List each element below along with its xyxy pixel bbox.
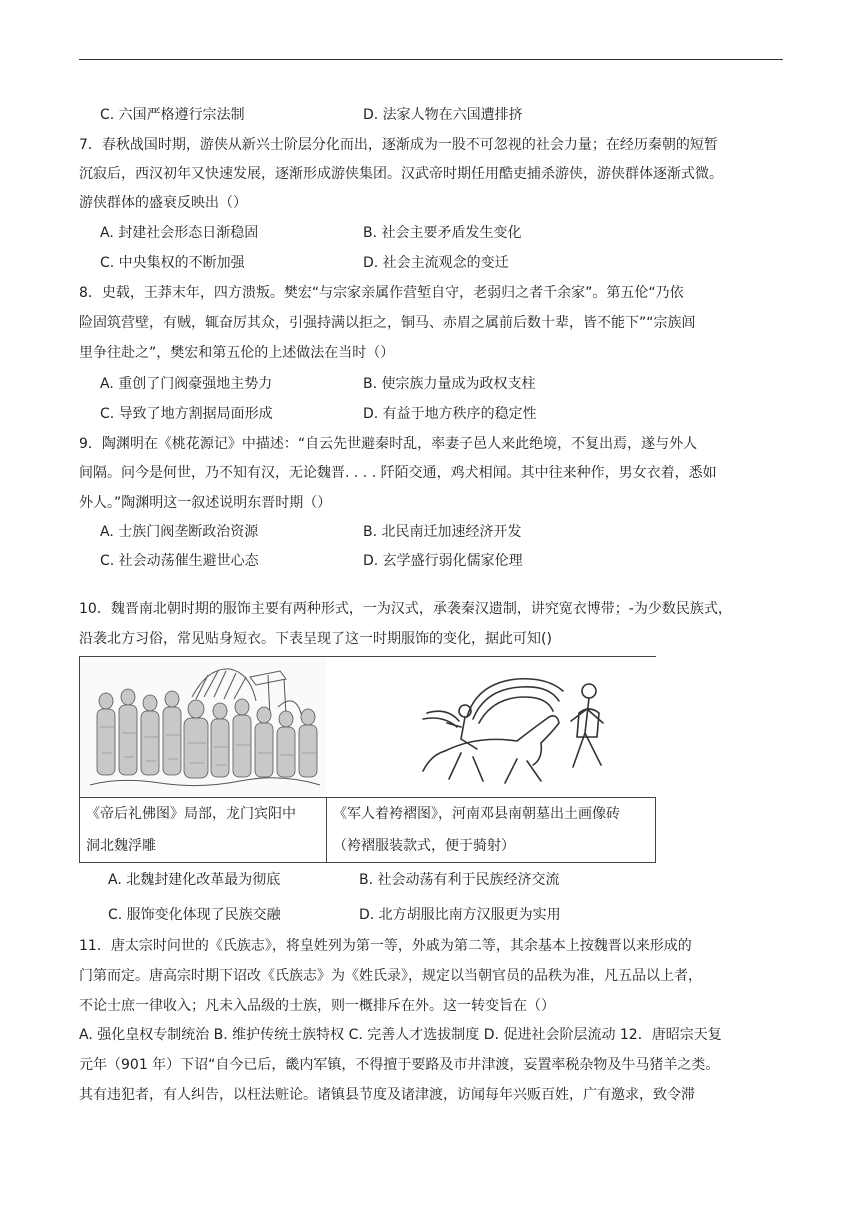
q8-option-b[interactable]: B. 使宗族力量成为政权支柱 <box>363 376 536 392</box>
q11-stem-line-3: 不论士庶一律收入；凡未入品级的士族，则一概排斥在外。这一转变旨在（） <box>79 998 555 1014</box>
relief-caption-line-1: 《帝后礼佛图》局部，龙门宾阳中 <box>86 806 296 822</box>
q9-option-d[interactable]: D. 玄学盛行弱化儒家伦理 <box>363 553 523 569</box>
q11-stem-line-2: 门第而定。唐高宗时期下诏改《氏族志》为《姓氏录》，规定以当朝官员的品秩为准，凡五品以上者， <box>79 968 702 984</box>
q8-stem-line-1: 8．史载，王莽末年，四方溃叛。樊宏“与宗家亲属作营堑自守，老弱归之者千余家”。第五伦“乃依 <box>79 285 684 301</box>
q9-stem-line-1: 9．陶渊明在《桃花源记》中描述：“自云先世避秦时乱，率妻子邑人来此绝境，不复出焉，遂与外人 <box>79 436 698 452</box>
warrior-caption-line-1: 《军人着袴褶图》，河南邓县南朝墓出土画像砖 <box>333 806 620 822</box>
q8-stem-line-2: 险固筑营壁，有贼，辄奋厉其众，引强持满以拒之，铜马、赤眉之属前后数十辈，皆不能下”“宗族闾 <box>79 315 696 331</box>
q11-options-and-q12-start: A. 强化皇权专制统治 B. 维护传统士族特权 C. 完善人才选拔制度 D. 促进社会阶层流动 12．唐昭宗天复 <box>79 1027 722 1043</box>
warrior-caption-cell <box>327 798 656 863</box>
header-rule <box>79 59 783 60</box>
q8-option-c[interactable]: C. 导致了地方割据局面形成 <box>100 406 273 422</box>
q8-stem-line-3: 里争往赴之”，樊宏和第五伦的上述做法在当时（） <box>79 345 395 361</box>
warrior-caption-line-2: （袴褶服装款式，便于骑射） <box>333 838 515 854</box>
relief-caption-line-2: 洞北魏浮雕 <box>86 838 156 854</box>
q7-stem-line-3: 游侠群体的盛衰反映出（） <box>79 195 247 211</box>
q7-option-c[interactable]: C. 中央集权的不断加强 <box>100 255 245 271</box>
relief-image-cell <box>80 657 327 798</box>
q10-option-d[interactable]: D. 北方胡服比南方汉服更为实用 <box>359 907 561 923</box>
q9-stem-line-2: 间隔。问今是何世，乃不知有汉，无论魏晋. . . . 阡陌交通，鸡犬相闻。其中往来种作，男女衣着，悉如 <box>79 465 717 481</box>
q7-stem-line-1: 7．春秋战国时期，游侠从新兴士阶层分化而出，逐渐成为一股不可忽视的社会力量；在经历秦朝的短暂 <box>79 137 718 153</box>
q6-option-d[interactable]: D. 法家人物在六国遭排挤 <box>363 107 523 123</box>
q7-option-a[interactable]: A. 封建社会形态日渐稳固 <box>100 225 259 241</box>
q8-option-a[interactable]: A. 重创了门阀豪强地主势力 <box>100 376 273 392</box>
q10-option-c[interactable]: C. 服饰变化体现了民族交融 <box>108 907 281 923</box>
q10-figure-table <box>79 656 656 863</box>
q12-stem-line-3: 其有违犯者，有人纠告，以枉法赃论。诸镇县节度及诸津渡，访闻每年兴贩百姓，广有邀求，致令滞 <box>79 1087 695 1103</box>
warrior-image-cell <box>327 657 656 798</box>
q7-option-d[interactable]: D. 社会主流观念的变迁 <box>363 255 509 271</box>
q10-option-a[interactable]: A. 北魏封建化改革最为彻底 <box>108 872 281 888</box>
q10-stem-line-1: 10．魏晋南北朝时期的服饰主要有两种形式，一为汉式，承袭秦汉遗制，讲究宽衣博带；-为少数民族式， <box>79 601 732 617</box>
q8-option-d[interactable]: D. 有益于地方秩序的稳定性 <box>363 406 537 422</box>
q10-stem-line-2: 沿袭北方习俗，常见贴身短衣。下表呈现了这一时期服饰的变化，据此可知() <box>79 631 552 647</box>
q9-option-b[interactable]: B. 北民南迁加速经济开发 <box>363 524 522 540</box>
q9-stem-line-3: 外人。”陶渊明这一叙述说明东晋时期（） <box>79 495 332 511</box>
q6-option-c[interactable]: C. 六国严格遵行宗法制 <box>100 107 245 123</box>
emperor-worship-relief-image <box>80 657 327 797</box>
q9-option-a[interactable]: A. 士族门阀垄断政治资源 <box>100 524 259 540</box>
q12-stem-line-2: 元年（901 年）下诏“自今已后，畿内军镇，不得擅于要路及市井津渡，妄置率税杂物及牛马猪羊之类。 <box>79 1057 720 1073</box>
q7-stem-line-2: 沉寂后，西汉初年又快速发展，逐渐形成游侠集团。汉武帝时期任用酷吏捕杀游侠，游侠群体逐渐式微。 <box>79 166 723 182</box>
q10-option-b[interactable]: B. 社会动荡有利于民族经济交流 <box>359 872 560 888</box>
relief-caption-cell <box>80 798 327 863</box>
q11-stem-line-1: 11．唐太宗时问世的《氏族志》，将皇姓列为第一等，外戚为第二等，其余基本上按魏晋以来形成的 <box>79 938 692 954</box>
q9-option-c[interactable]: C. 社会动荡催生避世心态 <box>100 553 259 569</box>
warrior-trousers-brick-image <box>327 657 656 797</box>
q7-option-b[interactable]: B. 社会主要矛盾发生变化 <box>363 225 522 241</box>
